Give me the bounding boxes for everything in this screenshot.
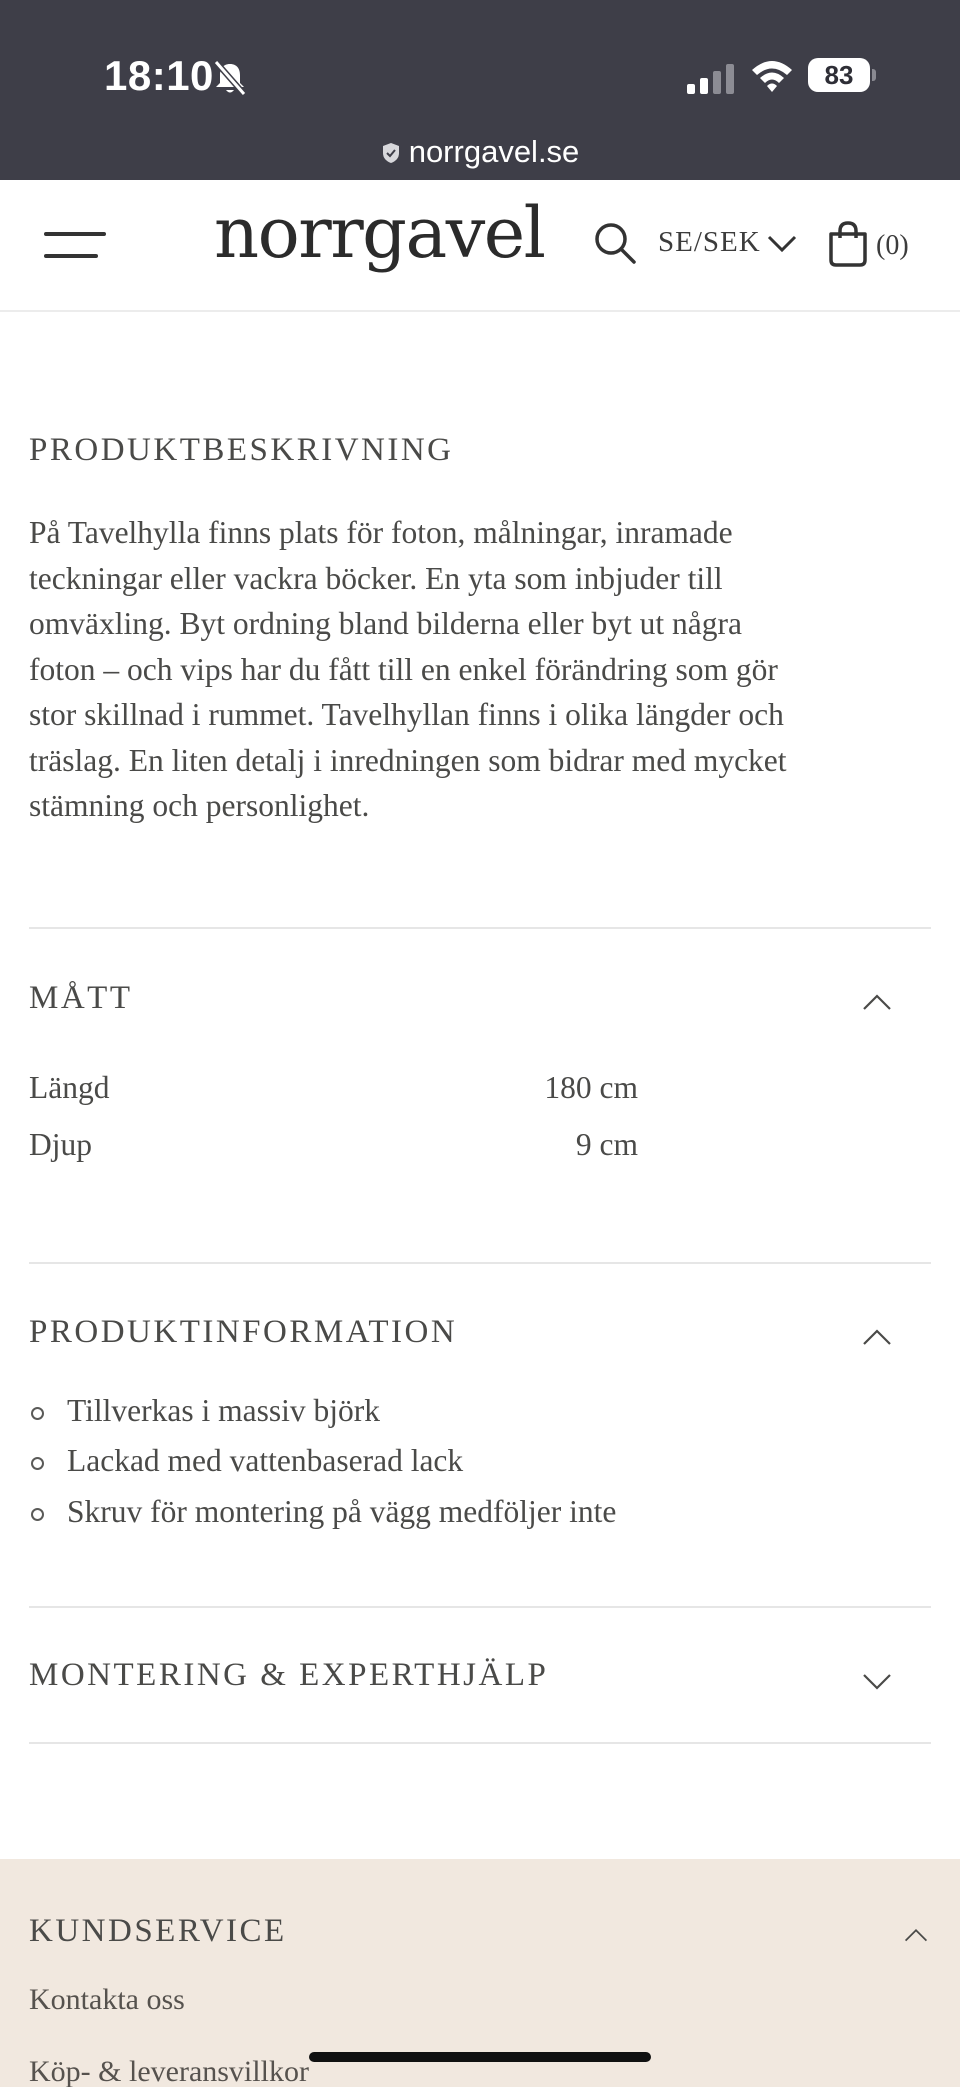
product-info-accordion-header[interactable]: PRODUKTINFORMATION xyxy=(29,1314,458,1350)
address-url: norrgavel.se xyxy=(408,134,580,169)
divider xyxy=(29,1262,931,1264)
menu-button[interactable] xyxy=(44,232,106,262)
status-time: 18:10 xyxy=(104,52,214,99)
customer-service-header[interactable]: KUNDSERVICE xyxy=(29,1913,287,1949)
bullet-icon xyxy=(31,1508,44,1521)
menu-bar-top xyxy=(44,232,106,236)
description-line: stor skillnad i rummet. Tavelhyllan finns i olika längder och xyxy=(29,697,784,732)
menu-bar-bottom xyxy=(44,254,98,258)
battery-indicator xyxy=(808,58,876,92)
spec-value-length: 180 cm xyxy=(544,1070,638,1105)
footer-link-contact[interactable]: Kontakta oss xyxy=(29,1983,185,2016)
description-line: teckningar eller vackra böcker. En yta som inbjuder till xyxy=(29,560,723,596)
description-line: träslag. En liten detalj i inredningen som bidrar med mycket xyxy=(29,742,787,778)
list-item-text: Tillverkas i massiv björk xyxy=(67,1393,380,1428)
chevron-up-icon[interactable] xyxy=(904,1927,928,1943)
battery-level: 83 xyxy=(808,58,870,92)
description-line: omväxling. Byt ordning bland bilderna eller byt ut några xyxy=(29,606,742,641)
bell-muted-icon xyxy=(210,58,250,98)
divider xyxy=(29,1606,931,1608)
cart-icon[interactable] xyxy=(824,220,872,268)
home-indicator[interactable] xyxy=(309,2052,651,2062)
chevron-up-icon[interactable] xyxy=(862,1328,892,1346)
footer-link-terms[interactable]: Köp- & leveransvillkor xyxy=(29,2055,309,2087)
bullet-icon xyxy=(31,1407,44,1420)
locale-selector[interactable]: SE/SEK xyxy=(658,226,761,258)
chevron-up-icon[interactable] xyxy=(862,993,892,1011)
bullet-icon xyxy=(31,1457,44,1470)
description-line: stämning och personlighet. xyxy=(29,788,370,823)
divider xyxy=(29,927,931,929)
spec-label-depth: Djup xyxy=(29,1127,92,1162)
chevron-down-icon[interactable] xyxy=(766,230,798,256)
address-bar[interactable] xyxy=(0,134,960,170)
cellular-signal-icon xyxy=(687,64,735,94)
wifi-icon xyxy=(750,58,794,94)
cart-count[interactable]: (0) xyxy=(876,230,909,261)
description-line: På Tavelhylla finns plats för foton, målningar, inramade xyxy=(29,515,733,550)
spec-value-depth: 9 cm xyxy=(575,1127,638,1162)
site-header xyxy=(0,180,960,312)
mounting-accordion-header[interactable]: MONTERING & EXPERTHJÄLP xyxy=(29,1657,549,1693)
search-icon[interactable] xyxy=(592,220,638,266)
list-item-text: Skruv för montering på vägg medföljer inte xyxy=(67,1494,617,1529)
secure-shield-icon xyxy=(381,142,401,164)
dimensions-accordion-header[interactable]: MÅTT xyxy=(29,980,133,1016)
list-item-text: Lackad med vattenbaserad lack xyxy=(67,1443,464,1478)
description-line: foton – och vips har du fått till en enkel förändring som gör xyxy=(29,651,778,687)
battery-tip xyxy=(872,69,876,81)
spec-label-length: Längd xyxy=(29,1070,110,1105)
chevron-down-icon[interactable] xyxy=(862,1672,892,1690)
status-bar xyxy=(0,0,960,180)
description-text xyxy=(29,510,929,829)
divider xyxy=(29,1742,931,1744)
description-title: PRODUKTBESKRIVNING xyxy=(29,432,454,468)
site-logo[interactable]: norrgavel xyxy=(214,192,545,274)
